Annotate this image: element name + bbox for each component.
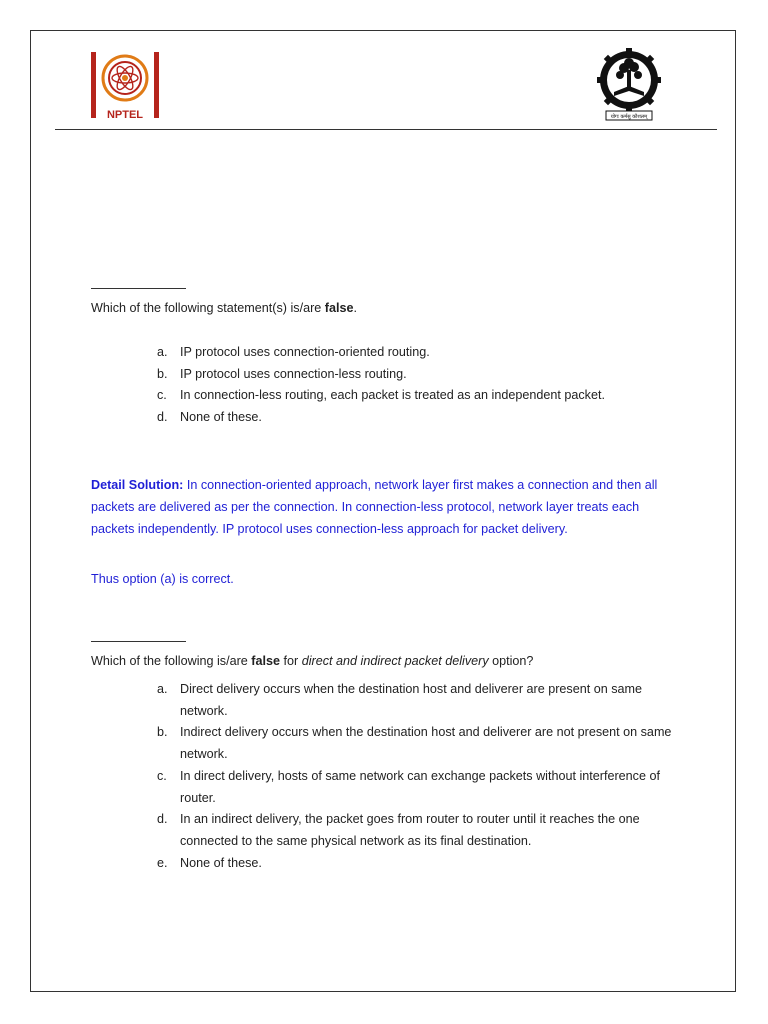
question-2-options [149, 679, 679, 874]
question-1-option-c: c. In connection-less routing, each packet is treated as an independent packet. [157, 388, 605, 402]
question-2-rule [91, 641, 186, 642]
question-2-option-d: d. In an indirect delivery, the packet goes from router to router until it reaches the one connected to the same physical network as its final destination. [157, 812, 640, 848]
nptel-logo-text: NPTEL [106, 109, 144, 121]
detail-solution-text: In connection-oriented approach, network layer first makes a connection and then all packets are delivered as per the connection. In connection-less protocol, network layer treats each packets independently. IP protocol uses connection-less approach for packet delivery. [91, 478, 658, 536]
emblem-motto-text: योगः कर्मसु कौशलम् [610, 114, 648, 120]
detail-solution-label: Detail Solution: [91, 478, 184, 492]
nptel-logo [90, 50, 160, 122]
question-1-prompt: Which of the following statement(s) is/are false. [91, 301, 357, 315]
detail-solution [91, 475, 681, 540]
question-2-option-a: a. Direct delivery occurs when the destination host and deliverer are present on same network. [157, 682, 643, 718]
question-1-option-d: d. None of these. [157, 409, 262, 424]
question-1-options [149, 342, 709, 428]
question-2-prompt: Which of the following is/are false for direct and indirect packet delivery option? [91, 654, 534, 668]
header-divider [55, 129, 717, 130]
question-1-option-b: b. IP protocol uses connection-less routing. [157, 366, 407, 381]
question-2-option-c: c. In direct delivery, hosts of same network can exchange packets without interference of router. [157, 768, 660, 805]
solution-conclusion: Thus option (a) is correct. [91, 572, 234, 586]
question-2-option-b: b. Indirect delivery occurs when the destination host and deliverer are not present on same network. [157, 725, 672, 762]
question-1-option-a: a. IP protocol uses connection-oriented routing. [157, 345, 430, 359]
institute-emblem-logo [594, 48, 664, 122]
question-1-rule [91, 288, 186, 289]
question-2-option-e: e. None of these. [157, 855, 262, 870]
